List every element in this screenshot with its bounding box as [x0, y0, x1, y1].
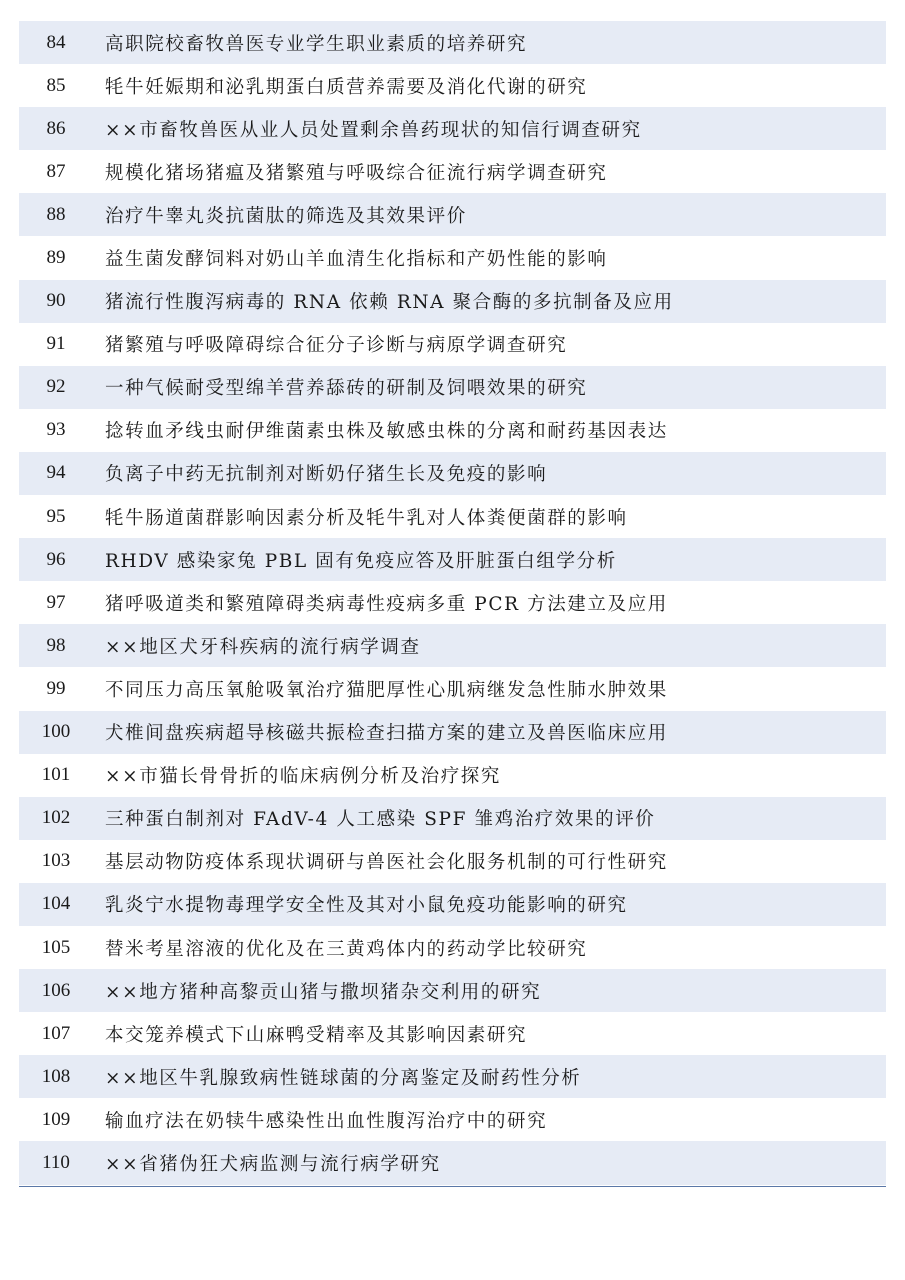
table-row	[19, 1098, 886, 1141]
row-title: ××市畜牧兽医从业人员处置剩余兽药现状的知信行调查研究	[105, 119, 642, 141]
row-number: 101	[41, 764, 71, 786]
table-row	[19, 1055, 886, 1098]
row-number: 87	[46, 160, 66, 182]
row-title: ××市猫长骨骨折的临床病例分析及治疗探究	[105, 766, 502, 788]
row-title: 高职院校畜牧兽医专业学生职业素质的培养研究	[105, 33, 528, 55]
row-number: 109	[41, 1108, 71, 1130]
row-number: 107	[41, 1022, 71, 1044]
table-row	[19, 280, 886, 323]
table-row	[19, 969, 886, 1012]
row-number: 97	[46, 591, 66, 613]
row-number: 89	[46, 247, 66, 269]
row-number: 85	[46, 74, 66, 96]
table-row	[19, 840, 886, 883]
row-number: 88	[46, 203, 66, 225]
table-row	[19, 1012, 886, 1055]
table-row	[19, 538, 886, 581]
row-title: 替米考星溶液的优化及在三黄鸡体内的药动学比较研究	[105, 938, 588, 960]
row-number: 102	[41, 807, 71, 829]
row-number: 90	[46, 290, 66, 312]
table-row	[19, 150, 886, 193]
table-row	[19, 1141, 886, 1184]
table-row	[19, 624, 886, 667]
row-title: 规模化猪场猪瘟及猪繁殖与呼吸综合征流行病学调查研究	[105, 162, 608, 184]
topic-table	[19, 21, 886, 1185]
row-number: 103	[41, 850, 71, 872]
row-title: 牦牛肠道菌群影响因素分析及牦牛乳对人体粪便菌群的影响	[105, 507, 628, 529]
row-title: 本交笼养模式下山麻鸭受精率及其影响因素研究	[105, 1024, 528, 1046]
table-row	[19, 452, 886, 495]
table-row	[19, 366, 886, 409]
row-number: 86	[46, 117, 66, 139]
row-number: 106	[41, 979, 71, 1001]
row-title: 基层动物防疫体系现状调研与兽医社会化服务机制的可行性研究	[105, 852, 668, 874]
table-row	[19, 926, 886, 969]
row-title: 治疗牛睾丸炎抗菌肽的筛选及其效果评价	[105, 205, 467, 227]
row-title: 猪呼吸道类和繁殖障碍类病毒性疫病多重 PCR 方法建立及应用	[105, 593, 668, 615]
row-number: 99	[46, 677, 66, 699]
row-number: 84	[46, 31, 66, 53]
row-title: 犬椎间盘疾病超导核磁共振检查扫描方案的建立及兽医临床应用	[105, 723, 668, 745]
row-number: 104	[41, 893, 71, 915]
row-title: 不同压力高压氧舱吸氧治疗猫肥厚性心肌病继发急性肺水肿效果	[105, 679, 668, 701]
row-title: 乳炎宁水提物毒理学安全性及其对小鼠免疫功能影响的研究	[105, 895, 628, 917]
row-title: 三种蛋白制剂对 FAdV-4 人工感染 SPF 雏鸡治疗效果的评价	[105, 809, 656, 831]
row-number: 105	[41, 936, 71, 958]
table-row	[19, 883, 886, 926]
table-row	[19, 193, 886, 236]
table-row	[19, 495, 886, 538]
row-number: 98	[46, 634, 66, 656]
row-title: 一种气候耐受型绵羊营养舔砖的研制及饲喂效果的研究	[105, 378, 588, 400]
table-row	[19, 409, 886, 452]
row-number: 91	[46, 333, 66, 355]
row-title: ××地区牛乳腺致病性链球菌的分离鉴定及耐药性分析	[105, 1067, 582, 1089]
row-title: 益生菌发酵饲料对奶山羊血清生化指标和产奶性能的影响	[105, 249, 608, 271]
row-title: 猪繁殖与呼吸障碍综合征分子诊断与病原学调查研究	[105, 335, 568, 357]
row-title: ××省猪伪狂犬病监测与流行病学研究	[105, 1153, 441, 1175]
table-row	[19, 667, 886, 710]
table-row	[19, 323, 886, 366]
table-row	[19, 21, 886, 64]
row-title: ××地方猪种高黎贡山猪与撒坝猪杂交利用的研究	[105, 981, 542, 1003]
row-number: 92	[46, 376, 66, 398]
table-bottom-rule	[19, 1186, 886, 1187]
row-number: 93	[46, 419, 66, 441]
row-title: ××地区犬牙科疾病的流行病学调查	[105, 636, 421, 658]
row-title: 捻转血矛线虫耐伊维菌素虫株及敏感虫株的分离和耐药基因表达	[105, 421, 668, 443]
row-title: 牦牛妊娠期和泌乳期蛋白质营养需要及消化代谢的研究	[105, 76, 588, 98]
row-title: RHDV 感染家兔 PBL 固有免疫应答及肝脏蛋白组学分析	[105, 550, 617, 572]
table-row	[19, 797, 886, 840]
table-row	[19, 581, 886, 624]
table-row	[19, 754, 886, 797]
row-number: 108	[41, 1065, 71, 1087]
table-row	[19, 64, 886, 107]
row-title: 负离子中药无抗制剂对断奶仔猪生长及免疫的影响	[105, 464, 548, 486]
row-number: 110	[42, 1151, 70, 1173]
table-row	[19, 107, 886, 150]
row-number: 96	[46, 548, 66, 570]
row-title: 输血疗法在奶犊牛感染性出血性腹泻治疗中的研究	[105, 1110, 548, 1132]
row-number: 100	[41, 721, 71, 743]
row-number: 94	[46, 462, 66, 484]
table-row	[19, 711, 886, 754]
row-number: 95	[46, 505, 66, 527]
row-title: 猪流行性腹泻病毒的 RNA 依赖 RNA 聚合酶的多抗制备及应用	[105, 292, 674, 314]
table-row	[19, 236, 886, 279]
